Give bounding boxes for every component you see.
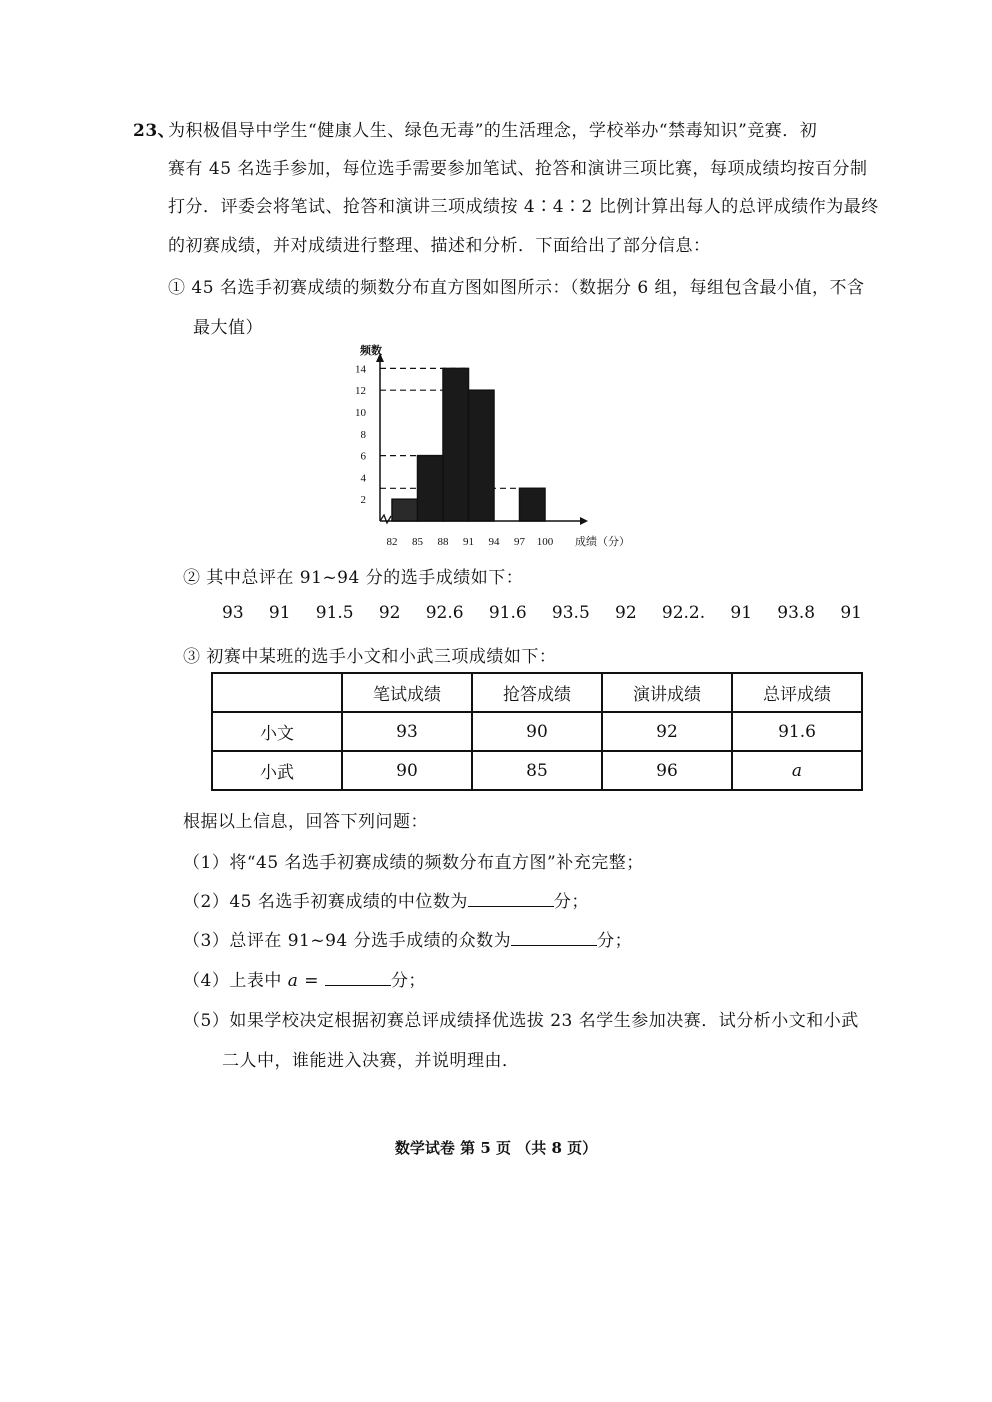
y-tick-label: 12	[355, 385, 366, 398]
x-axis-title: 成绩（分）	[575, 536, 630, 548]
value-item: 91.6	[488, 603, 527, 623]
x-tick-label: 82	[386, 536, 398, 548]
x-tick-label: 100	[536, 536, 554, 548]
value-item: 91	[268, 603, 291, 623]
value-item: 92.2.	[661, 603, 706, 623]
table-header-cell: 演讲成绩	[602, 673, 732, 712]
equals-sign: =	[298, 971, 325, 991]
y-axis-title: 频数	[360, 345, 382, 357]
intro-line-1: 为积极倡导中学生“健康人生、绿色无毒”的生活理念，学校举办“禁毒知识”竞赛．初	[168, 121, 818, 141]
histogram-bar	[392, 499, 418, 521]
value-item: 92	[378, 603, 401, 623]
table-header-cell: 总评成绩	[732, 673, 862, 712]
question-5-line-1: （5）如果学校决定根据初赛总评成绩择优选拔 23 名学生参加决赛．试分析小文和小武	[183, 1011, 859, 1031]
y-tick-label: 6	[360, 450, 366, 463]
question-3-unit: 分；	[597, 931, 633, 951]
info1-line-2: 最大值）	[193, 318, 263, 338]
histogram-bar	[418, 456, 444, 521]
info2-text: ② 其中总评在 91~94 分的选手成绩如下：	[183, 568, 524, 588]
axis-break-mark	[380, 515, 391, 523]
question-4	[183, 966, 426, 991]
table-header-cell: 笔试成绩	[342, 673, 472, 712]
value-item: 93.8	[777, 603, 816, 623]
value-item: 93	[222, 603, 244, 623]
question-2	[183, 887, 589, 912]
answer-blank[interactable]	[468, 890, 554, 907]
table-cell: 90	[342, 751, 472, 790]
question-number: 23、	[133, 121, 176, 141]
question-4-text: （4）上表中	[183, 971, 288, 991]
x-tick-label: 97	[514, 536, 525, 548]
info2-values	[222, 603, 862, 623]
value-item: 91.5	[315, 603, 354, 623]
table-cell: 96	[602, 751, 732, 790]
value-item: 91	[730, 603, 753, 623]
x-axis-arrow	[580, 517, 588, 525]
frequency-histogram	[318, 338, 648, 556]
page-footer: 数学试卷 第 5 页 （共 8 页）	[394, 1139, 598, 1157]
table-cell: 85	[472, 751, 602, 790]
table-cell: 92	[602, 712, 732, 751]
y-tick-label: 4	[360, 472, 366, 485]
table-header-cell	[212, 673, 342, 712]
table-cell: 93	[342, 712, 472, 751]
table-cell: a	[732, 751, 862, 790]
question-5-line-2: 二人中，谁能进入决赛，并说明理由．	[222, 1051, 520, 1071]
x-tick-label: 88	[437, 536, 449, 548]
question-1: （1）将“45 名选手初赛成绩的频数分布直方图”补充完整；	[183, 853, 644, 873]
histogram-bar	[469, 390, 495, 521]
table-cell: 91.6	[732, 712, 862, 751]
answer-intro: 根据以上信息，回答下列问题：	[183, 812, 428, 832]
info3-text: ③ 初赛中某班的选手小文和小武三项成绩如下：	[183, 647, 557, 667]
question-2-text: （2）45 名选手初赛成绩的中位数为	[183, 892, 468, 912]
intro-line-4: 的初赛成绩，并对成绩进行整理、描述和分析．下面给出了部分信息：	[168, 236, 711, 256]
histogram-bar	[520, 488, 546, 521]
value-item: 92.6	[425, 603, 464, 623]
x-tick-label: 91	[463, 536, 474, 548]
table-header-row	[212, 673, 862, 712]
scores-table	[211, 672, 863, 791]
table-header-cell: 抢答成绩	[472, 673, 602, 712]
table-cell: 90	[472, 712, 602, 751]
y-tick-label: 2	[360, 494, 366, 507]
intro-line-3: 打分．评委会将笔试、抢答和演讲三项成绩按 4∶4∶2 比例计算出每人的总评成绩作为最终	[168, 197, 879, 217]
y-tick-label: 8	[360, 428, 366, 441]
table-cell: 小文	[212, 712, 342, 751]
info1-line-1: ① 45 名选手初赛成绩的频数分布直方图如图所示：（数据分 6 组，每组包含最小值，不含	[168, 278, 865, 298]
table-row	[212, 751, 862, 790]
value-item: 93.5	[551, 603, 590, 623]
question-3	[183, 926, 632, 951]
variable-a: a	[287, 971, 299, 991]
answer-blank[interactable]	[511, 929, 597, 946]
answer-blank[interactable]	[325, 969, 391, 986]
x-tick-label: 85	[412, 536, 423, 548]
intro-line-2: 赛有 45 名选手参加，每位选手需要参加笔试、抢答和演讲三项比赛，每项成绩均按百分制	[168, 159, 868, 179]
value-item: 92	[615, 603, 637, 623]
value-item: 91	[840, 603, 862, 623]
x-tick-label: 94	[488, 536, 500, 548]
table-cell: 小武	[212, 751, 342, 790]
table-row	[212, 712, 862, 751]
question-4-unit: 分；	[390, 971, 426, 991]
y-tick-label: 10	[355, 407, 366, 419]
question-3-text: （3）总评在 91~94 分选手成绩的众数为	[183, 931, 512, 951]
question-2-unit: 分；	[553, 892, 589, 912]
histogram-bar	[443, 368, 469, 521]
y-tick-label: 14	[355, 363, 366, 376]
